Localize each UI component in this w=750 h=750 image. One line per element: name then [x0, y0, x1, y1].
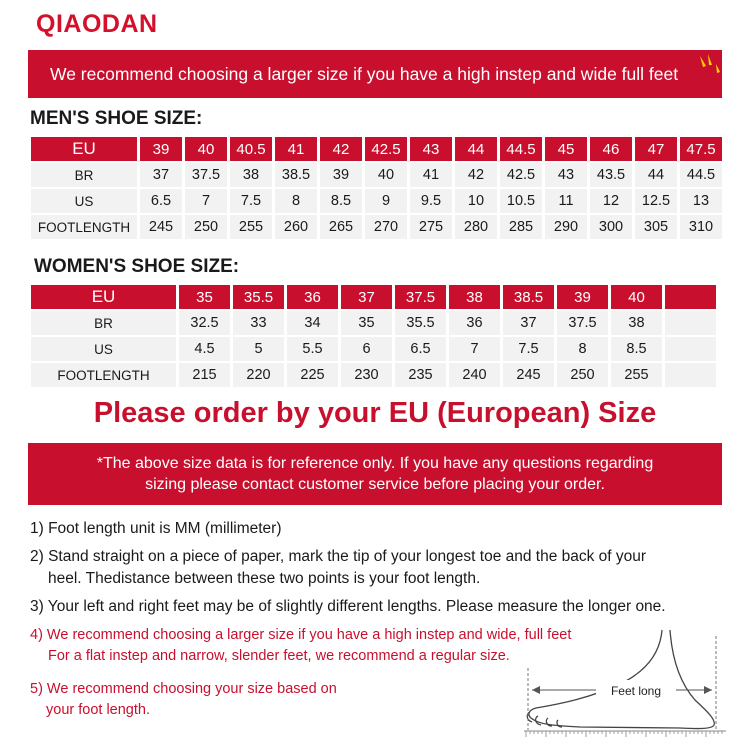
women-size-cell: 225 — [287, 363, 338, 387]
women-size-cell: 35 — [179, 285, 230, 309]
women-row-label: BR — [31, 311, 176, 335]
men-size-cell: 47 — [635, 137, 677, 161]
men-row-br — [31, 163, 722, 187]
women-row-label: US — [31, 337, 176, 361]
men-size-cell: 310 — [680, 215, 722, 239]
note-3: 3) Your left and right feet may be of slightly different lengths. Please measure the longer one. — [30, 598, 666, 615]
men-size-cell: 43.5 — [590, 163, 632, 187]
men-size-cell: 280 — [455, 215, 497, 239]
men-size-cell: 43 — [545, 163, 587, 187]
recommend-banner-text: We recommend choosing a larger size if you have a high instep and wide full feet — [50, 63, 679, 84]
women-size-cell: 34 — [287, 311, 338, 335]
women-size-cell: 5 — [233, 337, 284, 361]
ruler-ticks — [526, 731, 722, 737]
men-row-us — [31, 189, 722, 213]
men-size-cell: 9 — [365, 189, 407, 213]
reference-note-line-2: sizing please contact customer service before placing your order. — [145, 476, 605, 493]
women-size-cell: 37.5 — [395, 285, 446, 309]
women-size-cell: 8 — [557, 337, 608, 361]
women-size-cell: 6 — [341, 337, 392, 361]
men-size-cell: 270 — [365, 215, 407, 239]
men-size-cell: 10.5 — [500, 189, 542, 213]
women-size-cell: 39 — [557, 285, 608, 309]
women-size-cell: 37 — [341, 285, 392, 309]
women-row-us — [31, 337, 716, 361]
women-size-cell: 240 — [449, 363, 500, 387]
women-size-title: WOMEN'S SHOE SIZE: — [34, 256, 240, 277]
note-2-line-1: 2) Stand straight on a piece of paper, mark the tip of your longest toe and the back of your — [30, 548, 647, 565]
men-size-cell: 6.5 — [140, 189, 182, 213]
women-size-cell: 32.5 — [179, 311, 230, 335]
men-row-label: US — [31, 189, 137, 213]
men-size-cell: 10 — [455, 189, 497, 213]
men-row-footlength — [31, 215, 722, 239]
men-size-cell: 12 — [590, 189, 632, 213]
women-size-cell: 8.5 — [611, 337, 662, 361]
men-size-cell: 40 — [185, 137, 227, 161]
note-4-line-1: 4) We recommend choosing a larger size if you have a high instep and wide, full feet — [30, 627, 572, 643]
men-size-cell: 42.5 — [500, 163, 542, 187]
men-size-cell: 265 — [320, 215, 362, 239]
men-size-cell: 285 — [500, 215, 542, 239]
women-size-cell: 245 — [503, 363, 554, 387]
note-5-line-1: 5) We recommend choosing your size based on — [30, 681, 337, 697]
sparkle-icon — [696, 52, 722, 86]
men-size-cell: 39 — [320, 163, 362, 187]
men-row-label: FOOTLENGTH — [31, 215, 137, 239]
women-row-label: EU — [31, 285, 176, 309]
women-size-table — [28, 283, 719, 389]
men-size-cell: 290 — [545, 215, 587, 239]
women-size-cell: 33 — [233, 311, 284, 335]
women-size-cell — [665, 311, 716, 335]
women-size-cell: 38 — [611, 311, 662, 335]
men-size-cell: 275 — [410, 215, 452, 239]
men-size-cell: 44 — [455, 137, 497, 161]
women-size-cell — [665, 285, 716, 309]
brand-logo: QIAODAN — [36, 10, 158, 38]
men-size-title: MEN'S SHOE SIZE: — [30, 108, 203, 129]
women-size-cell: 5.5 — [287, 337, 338, 361]
men-row-eu — [31, 137, 722, 161]
foot-outline-icon — [527, 630, 714, 729]
women-row-footlength — [31, 363, 716, 387]
foot-measure-illustration — [520, 628, 730, 738]
women-size-cell: 35.5 — [233, 285, 284, 309]
women-size-cell — [665, 363, 716, 387]
men-size-cell: 260 — [275, 215, 317, 239]
women-size-cell: 220 — [233, 363, 284, 387]
note-2-line-2: heel. Thedistance between these two points is your foot length. — [48, 570, 481, 587]
men-size-cell: 42 — [320, 137, 362, 161]
reference-note-banner — [28, 443, 722, 505]
men-size-cell: 13 — [680, 189, 722, 213]
men-size-cell: 305 — [635, 215, 677, 239]
men-size-cell: 44 — [635, 163, 677, 187]
note-4-line-2: For a flat instep and narrow, slender feet, we recommend a regular size. — [48, 648, 510, 664]
men-size-cell: 11 — [545, 189, 587, 213]
men-size-cell: 39 — [140, 137, 182, 161]
men-size-cell: 46 — [590, 137, 632, 161]
women-size-cell: 6.5 — [395, 337, 446, 361]
men-size-cell: 41 — [410, 163, 452, 187]
women-size-cell: 230 — [341, 363, 392, 387]
women-size-cell: 37.5 — [557, 311, 608, 335]
men-size-cell: 300 — [590, 215, 632, 239]
men-size-cell: 37 — [140, 163, 182, 187]
reference-note-line-1: *The above size data is for reference only. If you have any questions regarding — [96, 455, 654, 472]
women-size-cell: 40 — [611, 285, 662, 309]
men-size-cell: 255 — [230, 215, 272, 239]
women-size-cell: 38 — [449, 285, 500, 309]
men-size-table — [28, 135, 725, 241]
women-size-cell — [665, 337, 716, 361]
women-row-br — [31, 311, 716, 335]
men-row-label: EU — [31, 137, 137, 161]
men-size-cell: 40.5 — [230, 137, 272, 161]
women-size-cell: 35 — [341, 311, 392, 335]
foot-length-label: Feet long — [610, 684, 662, 698]
men-size-cell: 40 — [365, 163, 407, 187]
men-size-cell: 43 — [410, 137, 452, 161]
women-size-cell: 255 — [611, 363, 662, 387]
men-size-cell: 47.5 — [680, 137, 722, 161]
women-size-cell: 35.5 — [395, 311, 446, 335]
women-size-cell: 7 — [449, 337, 500, 361]
women-size-cell: 235 — [395, 363, 446, 387]
men-size-cell: 7 — [185, 189, 227, 213]
men-size-cell: 45 — [545, 137, 587, 161]
women-size-cell: 37 — [503, 311, 554, 335]
men-size-cell: 8.5 — [320, 189, 362, 213]
men-size-cell: 9.5 — [410, 189, 452, 213]
women-row-label: FOOTLENGTH — [31, 363, 176, 387]
men-size-cell: 38 — [230, 163, 272, 187]
note-5-line-2: your foot length. — [46, 702, 150, 718]
women-size-cell: 38.5 — [503, 285, 554, 309]
men-size-cell: 42.5 — [365, 137, 407, 161]
men-size-cell: 42 — [455, 163, 497, 187]
women-size-cell: 215 — [179, 363, 230, 387]
women-size-cell: 36 — [287, 285, 338, 309]
men-size-cell: 7.5 — [230, 189, 272, 213]
men-size-cell: 38.5 — [275, 163, 317, 187]
order-headline: Please order by your EU (European) Size — [93, 397, 657, 429]
men-size-cell: 12.5 — [635, 189, 677, 213]
men-size-cell: 37.5 — [185, 163, 227, 187]
women-row-eu — [31, 285, 716, 309]
women-size-cell: 250 — [557, 363, 608, 387]
recommend-banner — [28, 50, 722, 98]
women-size-cell: 4.5 — [179, 337, 230, 361]
men-size-cell: 250 — [185, 215, 227, 239]
women-size-cell: 7.5 — [503, 337, 554, 361]
men-size-cell: 41 — [275, 137, 317, 161]
women-size-cell: 36 — [449, 311, 500, 335]
men-size-cell: 245 — [140, 215, 182, 239]
men-size-cell: 44.5 — [500, 137, 542, 161]
men-size-cell: 44.5 — [680, 163, 722, 187]
men-row-label: BR — [31, 163, 137, 187]
note-1: 1) Foot length unit is MM (millimeter) — [30, 520, 282, 537]
men-size-cell: 8 — [275, 189, 317, 213]
